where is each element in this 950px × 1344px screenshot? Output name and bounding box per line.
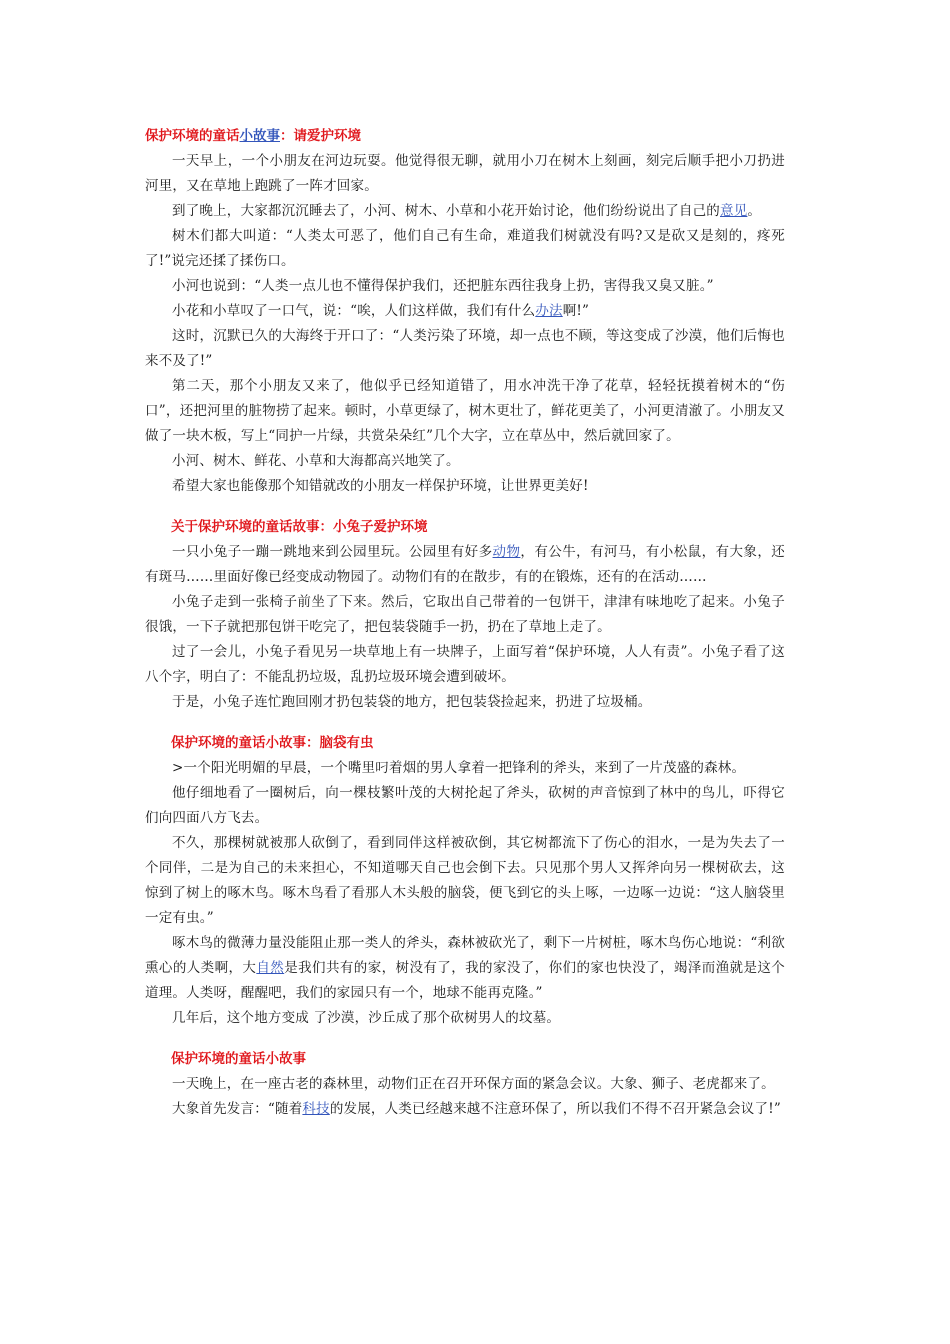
paragraph-text: 。 xyxy=(747,203,762,219)
paragraph-text: 树木们都大叫道：“人类太可恶了，他们自己有生命，难道我们树就没有吗?又是砍又是刻的，疼死了!”说完还揉了揉伤口。 xyxy=(145,228,785,269)
story-heading xyxy=(145,515,785,540)
paragraph xyxy=(145,1072,785,1097)
paragraph xyxy=(145,1006,785,1031)
paragraph-text: 一天晚上，在一座古老的森林里，动物们正在召开环保方面的紧急会议。大象、狮子、老虎都来了。 xyxy=(172,1076,775,1092)
paragraph-text: 啊!” xyxy=(562,303,590,319)
paragraph-text: 这时，沉默已久的大海终于开口了：“人类污染了环境，却一点也不顾，等这变成了沙漠，他们后悔也来不及了!” xyxy=(145,328,785,369)
paragraph-text: 到了晚上，大家都沉沉睡去了，小河、树木、小草和小花开始讨论，他们纷纷说出了自己的 xyxy=(172,203,720,219)
paragraph xyxy=(145,931,785,1006)
paragraph xyxy=(145,640,785,690)
paragraph xyxy=(145,374,785,449)
link-dongwu[interactable]: 动物 xyxy=(492,544,521,560)
paragraph xyxy=(145,1097,785,1122)
paragraph-text: 小河也说到：“人类一点儿也不懂得保护我们，还把脏东西往我身上扔，害得我又臭又脏。” xyxy=(172,278,714,294)
paragraph-text: 是我们共有的家，树没有了，我的家没了，你们的家也快没了，竭泽而渔就是这个道理。人类呀，醒醒吧，我们的家园只有一个，地球不能再克隆。” xyxy=(145,960,785,1001)
link-banfa[interactable]: 办法 xyxy=(535,303,563,319)
paragraph xyxy=(145,299,785,324)
heading-text: 保护环境的童话小故事：脑袋有虫 xyxy=(171,735,374,751)
paragraph xyxy=(145,781,785,831)
paragraph-text: 的发展，人类已经越来越不注意环保了，所以我们不得不召开紧急会议了!” xyxy=(329,1101,781,1117)
paragraph-text: >一个阳光明媚的早晨，一个嘴里叼着烟的男人拿着一把锋利的斧头，来到了一片茂盛的森林。 xyxy=(172,760,746,776)
link-ziran[interactable]: 自然 xyxy=(256,960,285,976)
paragraph xyxy=(145,324,785,374)
paragraph xyxy=(145,274,785,299)
story-heading xyxy=(145,731,785,756)
paragraph-text: 第二天，那个小朋友又来了，他似乎已经知道错了，用水冲洗干净了花草，轻轻抚摸着树木的“伤口”，还把河里的脏物捞了起来。顿时，小草更绿了，树木更壮了，鲜花更美了，小河更清澈了。小朋友又做了一块木板，写上“同护一片绿，共赏朵朵红”几个大字，立在草丛中，然后就回家了。 xyxy=(145,378,785,444)
paragraph-text: 不久，那棵树就被那人砍倒了，看到同伴这样被砍倒，其它树都流下了伤心的泪水，一是为失去了一个同伴，二是为自己的未来担心，不知道哪天自己也会倒下去。只见那个男人又挥斧向另一棵树砍去，这惊到了树上的啄木鸟。啄木鸟看了看那人木头般的脑袋，便飞到它的头上啄，一边啄一边说：“这人脑袋里一定有虫。” xyxy=(145,835,785,926)
heading-text: ：请爱护环境 xyxy=(280,128,361,144)
paragraph-text: 几年后，这个地方变成 了沙漠，沙丘成了那个砍树男人的坟墓。 xyxy=(172,1010,561,1026)
paragraph xyxy=(145,474,785,499)
paragraph-text: 啄木鸟的微薄力量没能阻止那一类人的斧头，森林被砍光了，剩下一片树桩，啄木鸟伤心地说：“利欲熏心的人类啊，大 xyxy=(145,935,785,976)
paragraph-text: 小河、树木、鲜花、小草和大海都高兴地笑了。 xyxy=(172,453,460,469)
story-little-rabbit xyxy=(145,515,785,715)
link-xiao-gushi[interactable]: 小故事 xyxy=(239,128,280,144)
paragraph-text: 希望大家也能像那个知错就改的小朋友一样保护环境，让世界更美好! xyxy=(172,478,589,494)
paragraph-text: 小兔子走到一张椅子前坐了下来。然后，它取出自己带着的一包饼干，津津有味地吃了起来。小兔子很饿，一下子就把那包饼干吃完了，把包装袋随手一扔，扔在了草地上走了。 xyxy=(145,594,785,635)
story-heading xyxy=(145,1047,785,1072)
link-keji[interactable]: 科技 xyxy=(302,1101,330,1117)
paragraph xyxy=(145,756,785,781)
paragraph-text: 于是，小兔子连忙跑回刚才扔包装袋的地方，把包装袋捡起来，扔进了垃圾桶。 xyxy=(172,694,652,710)
paragraph-text: 他仔细地看了一圈树后，向一棵枝繁叶茂的大树抡起了斧头，砍树的声音惊到了林中的鸟儿，吓得它们向四面八方飞去。 xyxy=(145,785,785,826)
paragraph xyxy=(145,449,785,474)
story-forest-meeting xyxy=(145,1047,785,1122)
paragraph-text: 小花和小草叹了一口气，说：“唉，人们这样做，我们有什么 xyxy=(172,303,536,319)
paragraph-text: 大象首先发言：“随着 xyxy=(172,1101,303,1117)
heading-text: 保护环境的童话小故事 xyxy=(171,1051,306,1067)
paragraph-text: 过了一会儿，小兔子看见另一块草地上有一块牌子，上面写着“保护环境，人人有责”。小兔子看了这八个字，明白了：不能乱扔垃圾，乱扔垃圾环境会遭到破坏。 xyxy=(145,644,785,685)
paragraph-text: 一天早上，一个小朋友在河边玩耍。他觉得很无聊，就用小刀在树木上刻画，刻完后顺手把小刀扔进河里，又在草地上跑跳了一阵才回家。 xyxy=(145,153,785,194)
document-page xyxy=(145,124,785,1122)
paragraph xyxy=(145,199,785,224)
paragraph-text: ，有公牛，有河马，有小松鼠，有大象，还有斑马……里面好像已经变成动物园了。动物们有的在散步，有的在锻炼，还有的在活动…… xyxy=(145,544,785,585)
paragraph xyxy=(145,149,785,199)
paragraph xyxy=(145,831,785,931)
paragraph xyxy=(145,224,785,274)
paragraph-text: 一只小兔子一蹦一跳地来到公园里玩。公园里有好多 xyxy=(172,544,493,560)
paragraph xyxy=(145,690,785,715)
story-protect-environment xyxy=(145,124,785,499)
heading-text: 关于保护环境的童话故事：小兔子爱护环境 xyxy=(171,519,428,535)
story-heading xyxy=(145,124,785,149)
heading-text: 保护环境的童话 xyxy=(145,128,240,144)
link-yijian[interactable]: 意见 xyxy=(720,203,748,219)
paragraph xyxy=(145,540,785,590)
paragraph xyxy=(145,590,785,640)
story-bug-in-head xyxy=(145,731,785,1031)
